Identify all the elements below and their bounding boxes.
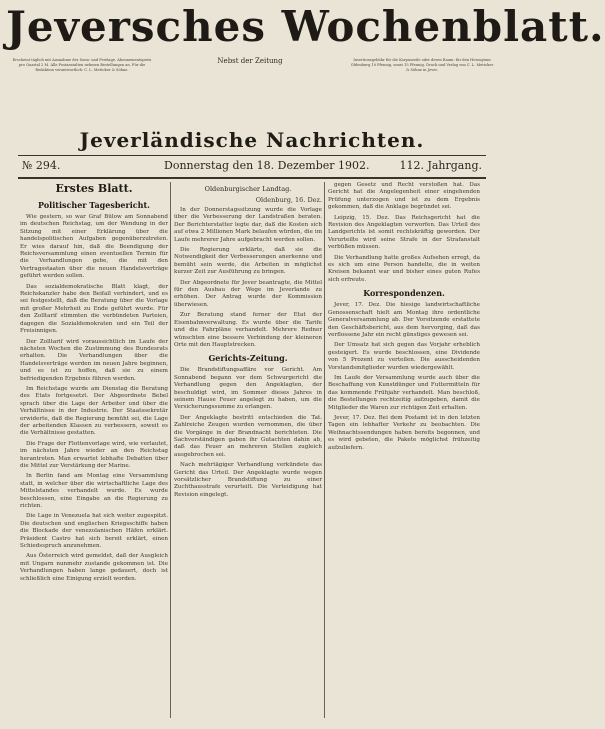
article-paragraph: Jever, 17. Dez. Bei dem Postamt ist in den letzten Tagen ein lebhafter Verkehr zu beobachten. Die Weihnachtssendungen haben bereits begonnen, und es wird gebeten, die Pakete möglichst frühzeitig aufzuliefern. [328, 414, 480, 451]
newspaper-subtitle: Jeverländische Nachrichten. [79, 128, 425, 152]
subscription-notice: Erscheint täglich mit Ausnahme der Sonn- und Festtage. Abonnementspreis pro Quartal 2 M. Alle Postanstalten nehmen Bestellungen an. Für die Redaktion verantwortlich: C. L. Mettcker & Söhne. [12, 58, 152, 72]
top-rule [18, 155, 486, 156]
article-paragraph: Wie gestern, so war Graf Bülow am Sonnabend im deutschen Reichstag, um der Wendung in der Sitzung mit einer Erklärung über die handelspolitischen Aufgaben gegenüberzutreten. Er wies darauf hin, daß die Beendigung der Reichsversammlung einen eventuellen Termin für die Verhandlungen gebe, die mit den Vertragsstaaten über die neuen Handelsverträge geführt werden sollen. [20, 214, 168, 280]
article-paragraph: Aus Österreich wird gemeldet, daß der Ausgleich mit Ungarn nunmehr zustande gekommen ist. Die Verhandlungen haben lange gedauert, doch ist schließlich eine Einigung erzielt worden. [20, 553, 168, 582]
article-dateline: Oldenburg, 16. Dez. [255, 196, 322, 204]
article-paragraph: Die Frage der Flottenvorlage wird, wie verlautet, im nächsten Jahre wieder an den Reichstag herantreten. Man erwartet lebhafte Debatten über die Mittel zur Verstärkung der Marine. [20, 440, 168, 469]
section-heading-erstes-blatt: Erstes Blatt. [55, 182, 133, 195]
article-paragraph: Jever, 17. Dez. Die hiesige landwirtschaftliche Genossenschaft hielt am Montag ihre ordentliche Generalversammlung ab. Der Vorsitzende erstattete den Geschäftsbericht, aus dem hervorging, daß das verflossene Jahr ein recht günstiges gewesen sei. [328, 302, 480, 338]
column-divider [170, 182, 171, 718]
dateline [18, 159, 486, 175]
issue-number: № 294. [22, 159, 61, 172]
section-heading-correspondence: Korrespondenzen. [363, 288, 445, 299]
issue-date: Donnerstag den 18. Dezember 1902. [164, 159, 370, 172]
advertising-notice: Insertionsgebühr für die Korpuszeile oder deren Raum: für den Herzogtum Oldenburg 10 Pfennig, sonst 15 Pfennig. Druck und Verlag von C. L. Mettcker & Söhne in Jever. [350, 58, 494, 72]
newspaper-title: Jeversches Wochenblatt. [6, 2, 605, 51]
article-paragraph: Leipzig, 15. Dez. Das Reichsgericht hat die Revision des Angeklagten verworfen. Das Urteil des Landgerichts ist somit rechtskräftig geworden. Der Verurteilte wird seine Strafe in der Strafanstalt verbüßen müssen. [328, 214, 480, 251]
masthead [0, 0, 605, 95]
section-heading-political: Politischer Tagesbericht. [38, 200, 150, 210]
article-paragraph: Die Brandstiftungsaffäre vor Gericht. Am Sonnabend begann vor dem Schwurgericht die Verhandlung gegen den Angeklagten, der beschuldigt wird, im Sommer dieses Jahres in seinem Hause Feuer angelegt zu haben, um die Versicherungssumme zu erlangen. [174, 367, 322, 411]
dateline-rule [18, 177, 486, 179]
masthead-supplement: Nebst der Zeitung [217, 57, 283, 65]
volume-number: 112. Jahrgang. [399, 159, 482, 172]
article-paragraph: Im Reichstage wurde am Dienstag die Beratung des Etats fortgesetzt. Der Abgeordnete Bebel sprach über die Lage der Arbeiter und über die Verhältnisse in der Industrie. Der Staatssekretär erwiderte, daß die Regierung bemüht sei, die Lage der arbeitenden Klassen zu verbessern, soweit es die Verhältnisse gestatten. [20, 385, 168, 437]
article-paragraph: Die Verhandlung hatte großes Aufsehen erregt, da es sich um eine Person handelte, die in weiten Kreisen bekannt war und bisher eines guten Rufes sich erfreute. [328, 254, 480, 283]
article-paragraph: Zur Beratung stand ferner der Etat der Eisenbahnverwaltung. Es wurde über die Tarife und die Fahrpläne verhandelt. Mehrere Redner wünschten eine bessere Verbindung der kleineren Orte mit den Hauptstrecken. [174, 312, 322, 348]
column-divider [324, 182, 325, 718]
article-paragraph: In Berlin fand am Montag eine Versammlung statt, in welcher über die wirtschaftliche Lage des Mittelstandes verhandelt wurde. Es wurde beschlossen, eine Eingabe an die Regierung zu richten. [20, 473, 168, 510]
column-3 [328, 182, 480, 722]
article-paragraph: gegen Gesetz und Recht verstoßen hat. Das Gericht hat die Angelegenheit einer eingehenden Prüfung unterzogen und ist zu dem Ergebnis gekommen, daß die Anklage begründet sei. [328, 182, 480, 211]
column-1 [20, 182, 168, 722]
article-paragraph: Der Zolltarif wird voraussichtlich im Laufe der nächsten Wochen die Zustimmung des Bundesrats erhalten. Die Verhandlungen über die Handelsverträge werden im neuen Jahre beginnen, und es ist zu hoffen, daß sie zu einem befriedigenden Ergebnis führen werden. [20, 338, 168, 382]
article-paragraph: Das sozialdemokratische Blatt klagt, der Reichskanzler habe den Beifall verhindert, und es sei festgestellt, daß die Beratung über die Vorlage mit großer Mehrheit zu Ende geführt wurde. Für den Zolltarif stimmten die verbündeten Parteien, dagegen die Sozialdemokraten und ein Teil der Freisinnigen. [20, 283, 168, 335]
article-paragraph: Der Angeklagte bestritt entschieden die Tat. Zahlreiche Zeugen wurden vernommen, die über die Vorgänge in der Brandnacht berichteten. Die Sachverständigen gaben ihr Gutachten dahin ab, daß das Feuer an mehreren Stellen zugleich ausgebrochen sei. [174, 414, 322, 458]
article-paragraph: Die Regierung erklärte, daß sie die Notwendigkeit der Verbesserungen anerkenne und bemüht sein werde, die Arbeiten in möglichst kurzer Zeit zur Ausführung zu bringen. [174, 247, 322, 276]
article-paragraph: In der Donnerstagssitzung wurde die Vorlage über die Verbesserung der Landstraßen beraten. Der Berichterstatter legte dar, daß die Kosten sich auf etwa 2 Millionen Mark belaufen würden, die im Laufe mehrerer Jahre aufgebracht werden sollen. [174, 207, 322, 243]
article-paragraph: Der Abgeordnete für Jever beantragte, die Mittel für den Ausbau der Wege im Jeverlande zu erhöhen. Der Antrag wurde der Kommission überwiesen. [174, 279, 322, 308]
column-2 [174, 182, 322, 722]
section-heading-court: Gerichts-Zeitung. [208, 353, 288, 364]
article-paragraph: Der Umsatz hat sich gegen das Vorjahr erheblich gesteigert. Es wurde beschlossen, eine Dividende von 5 Prozent zu verteilen. Die ausscheidenden Vorstandsmitglieder wurden wiedergewählt. [328, 342, 480, 371]
article-paragraph: Im Laufe der Versammlung wurde auch über die Beschaffung von Kunstdünger und Futtermitteln für das kommende Frühjahr verhandelt. Man beschloß, die Bestellungen rechtzeitig aufzugeben, damit die Mitglieder die Waren zur richtigen Zeit erhalten. [328, 374, 480, 411]
article-paragraph: Die Lage in Venezuela hat sich weiter zugespitzt. Die deutschen und englischen Kriegsschiffe haben die Blockade der venezolanischen Häfen erklärt. Präsident Castro hat sich bereit erklärt, einen Schiedsspruch anzunehmen. [20, 513, 168, 550]
section-heading-landtag: Oldenburgischer Landtag. [204, 185, 292, 193]
article-paragraph: Nach mehrtägiger Verhandlung verkündete das Gericht das Urteil. Der Angeklagte wurde wegen vorsätzlicher Brandstiftung zu einer Zuchthausstrafe verurteilt. Die Verteidigung hat Revision eingelegt. [174, 462, 322, 498]
